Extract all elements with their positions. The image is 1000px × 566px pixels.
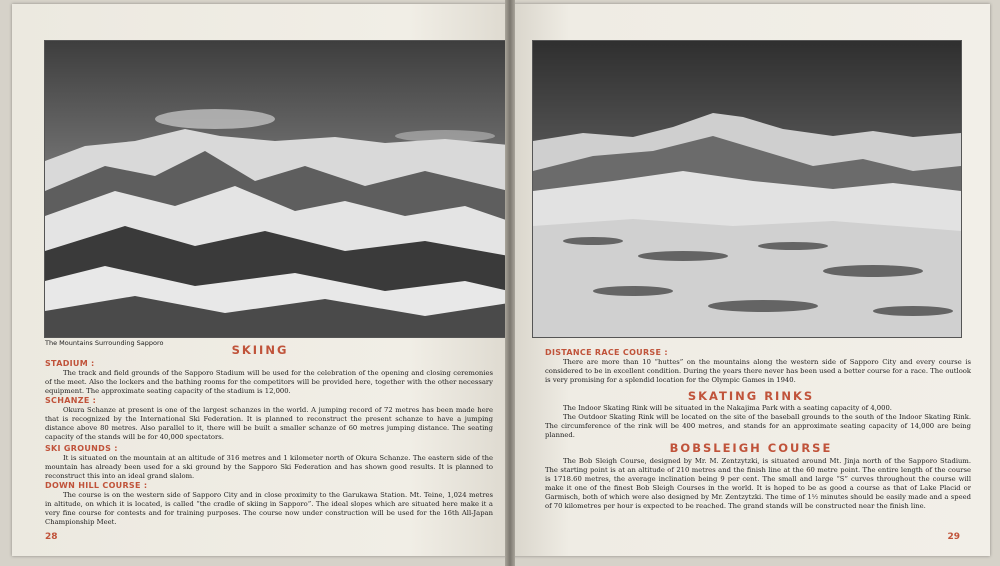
ski-grounds-text: It is situated on the mountain at an altitude of 316 metres and 1 kilometer north of Okura Schanze. The eastern side of the mountain has already been used for a ski ground by the Sapporo Ski Federation and has shown good results. It is planned to reconstruct this into an ideal grand slalom. [45, 454, 493, 480]
skating-title: SKATING RINKS [687, 389, 815, 403]
schanze-heading: SCHANZE : [45, 396, 97, 405]
mountains-photo [44, 40, 510, 338]
skating-text-1: The Indoor Skating Rink will be situated in the Nakajima Park with a seating capacity of 4,000. [563, 404, 892, 412]
bobsleigh-text: The Bob Sleigh Course, designed by Mr. M. Zentzytzki, is situated around Mt. Jinja north of the Sapporo Stadium. The starting point is at an altitude of 210 metres and the finish line at the 60 metre point. The entire length of the course is 1718.60 metres, the average inclination being 9 per cent. The small and large “S” curves throughout the course will make it one of the finest Bob Sleigh Courses in the world. It is hoped to be as good a course as that of Lake Placid or Garmisch, both of which were also designed by Mr. Zentzytzki. The time of 1½ minutes should be easily made and a speed of 70 kilometres per hour is expected to be reached. The grand stands will be constructed near the finish line. [545, 457, 971, 510]
distance-text: There are more than 10 “huttes” on the mountains along the western side of Sapporo City and every course is considered to be in excellent condition. During the years there never has been used a better course for a race. The outlook is very promising for a splendid location for the Olympic Games in 1940. [545, 358, 971, 384]
page-number-right: 29 [947, 532, 960, 542]
schanze-text: Okura Schanze at present is one of the largest schanzes in the world. A jumping record of 72 metres has been made here that is recognized by the International Ski Federation. It is planned to reconstruct the present schanze to have a jumping distance above 80 metres. Also parallel to it, there will be built a smaller schanze of 60 metres jumping distance. The seating capacity of the stands will be for 40,000 spectators. [45, 406, 493, 441]
left-page [12, 4, 508, 556]
snowy-valley-photo [532, 40, 962, 338]
page-number-left: 28 [45, 532, 58, 542]
skating-text-2: The Outdoor Skating Rink will be located on the site of the baseball grounds to the south of the Indoor Skating Rink. The circumference of the rink will be 400 metres, and stands for an approximate seating capacity of 14,000 are being planned. [545, 413, 971, 439]
down-hill-heading: DOWN HILL COURSE : [45, 481, 148, 490]
book-gutter [505, 0, 515, 566]
ski-grounds-heading: SKI GROUNDS : [45, 444, 118, 453]
right-page [512, 4, 990, 556]
stadium-heading: STADIUM : [45, 359, 95, 368]
bobsleigh-title: BOBSLEIGH COURSE [669, 441, 833, 455]
down-hill-text: The course is on the western side of Sapporo City and in close proximity to the Garukawa Station. Mt. Teine, 1,024 metres in altitude, on which it is located, is called “the cradle of skiing in Sapporo”. The ideal slopes which are situated here make it a very fine course for contests and for training purposes. The course now under construction will be used for the 16th All-Japan Championship Meet. [45, 491, 493, 526]
photo-caption: The Mountains Surrounding Sapporo [45, 339, 164, 347]
distance-heading: DISTANCE RACE COURSE : [545, 348, 668, 357]
stadium-text: The track and field grounds of the Sapporo Stadium will be used for the celebration of the opening and closing ceremonies of the meet. Also the lockers and the bathing rooms for the competitors will be provided here, together with the other necessary equipment. The approximate seating capacity of the stadium is 12,000. [45, 369, 493, 395]
skiing-title: SKIING [231, 343, 289, 357]
